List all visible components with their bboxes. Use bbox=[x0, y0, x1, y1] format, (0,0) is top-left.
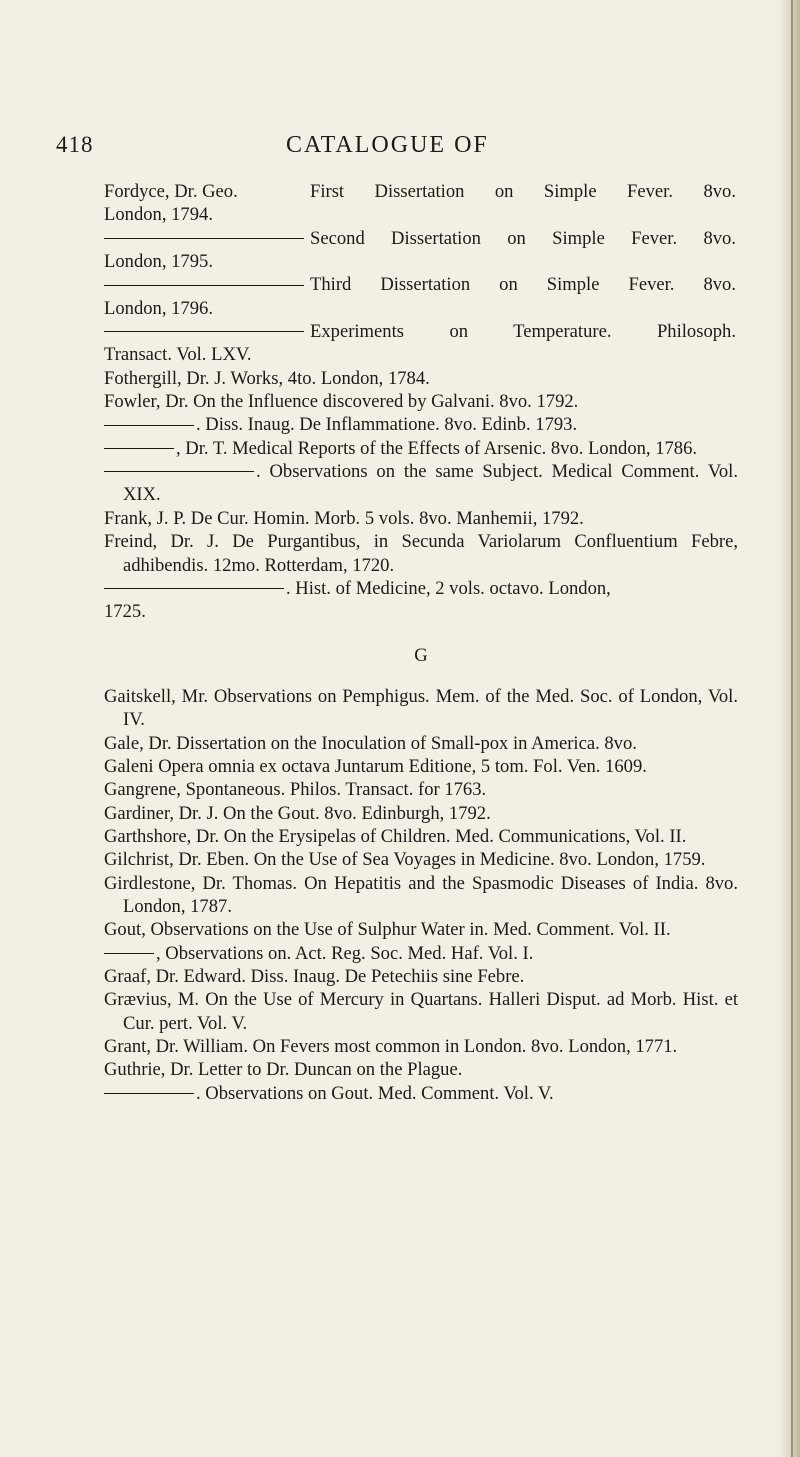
ditto-dash bbox=[104, 1093, 194, 1094]
catalogue-entry bbox=[104, 413, 738, 436]
entry-text: . Observations on Gout. Med. Comment. Vol. V. bbox=[196, 1082, 554, 1104]
page-number: 418 bbox=[56, 132, 94, 157]
ditto-dash bbox=[104, 588, 284, 589]
catalogue-entry bbox=[104, 273, 738, 320]
entry-title: First Dissertation on Simple Fever. 8vo. bbox=[310, 181, 736, 202]
catalogue-entry: Guthrie, Dr. Letter to Dr. Duncan on the Plague. bbox=[104, 1059, 463, 1081]
catalogue-entry: 1725. bbox=[104, 601, 146, 623]
catalogue-entry: Grævius, M. On the Use of Mercury in Quartans. Halleri Disput. ad Morb. Hist. et Cur. pert. Vol. V. bbox=[104, 989, 738, 1034]
catalogue-entry: Gangrene, Spontaneous. Philos. Transact. for 1763. bbox=[104, 779, 487, 801]
section-letter: G bbox=[414, 644, 428, 666]
catalogue-entry bbox=[104, 460, 738, 507]
entry-author: Fordyce, Dr. Geo. bbox=[104, 181, 238, 202]
entry-place: Transact. Vol. LXV. bbox=[104, 344, 252, 366]
running-title: CATALOGUE OF bbox=[286, 132, 489, 158]
catalogue-entry: Frank, J. P. De Cur. Homin. Morb. 5 vols. 8vo. Manhemii, 1792. bbox=[104, 507, 584, 529]
ditto-dash bbox=[104, 425, 194, 426]
catalogue-entry bbox=[104, 1082, 738, 1105]
catalogue-entry bbox=[104, 180, 738, 227]
ditto-dash bbox=[104, 273, 310, 296]
catalogue-entry: Gilchrist, Dr. Eben. On the Use of Sea Voyages in Medicine. 8vo. London, 1759. bbox=[104, 849, 706, 871]
catalogue-body bbox=[104, 180, 738, 1105]
catalogue-entry bbox=[104, 577, 738, 600]
catalogue-entry: Freind, Dr. J. De Purgantibus, in Secunda Variolarum Confluentium Febre, adhibendis. 12mo. Rotterdam, 1720. bbox=[104, 531, 738, 576]
ditto-dash bbox=[104, 471, 254, 472]
catalogue-entry: Galeni Opera omnia ex octava Juntarum Editione, 5 tom. Fol. Ven. 1609. bbox=[104, 755, 647, 777]
page-edge-line bbox=[791, 0, 793, 1457]
entry-place: London, 1794. bbox=[104, 204, 213, 226]
catalogue-entry: Gale, Dr. Dissertation on the Inoculation of Small-pox in America. 8vo. bbox=[104, 732, 637, 754]
entry-place: London, 1796. bbox=[104, 297, 213, 319]
page-header bbox=[56, 128, 746, 168]
catalogue-entry: Gout, Observations on the Use of Sulphur Water in. Med. Comment. Vol. II. bbox=[104, 919, 671, 941]
catalogue-entry: Gaitskell, Mr. Observations on Pemphigus. Mem. of the Med. Soc. of London, Vol. IV. bbox=[104, 685, 738, 731]
entry-text: . Observations on the same Subject. Medical Comment. Vol. XIX. bbox=[123, 461, 738, 506]
catalogue-entry bbox=[104, 320, 738, 367]
entry-title: Second Dissertation on Simple Fever. 8vo. bbox=[310, 227, 736, 249]
catalogue-entry bbox=[104, 227, 738, 274]
ditto-dash bbox=[104, 227, 310, 250]
catalogue-entry: Fowler, Dr. On the Influence discovered by Galvani. 8vo. 1792. bbox=[104, 391, 579, 413]
ditto-dash bbox=[104, 953, 154, 954]
ditto-dash bbox=[104, 448, 174, 449]
catalogue-entry: Graaf, Dr. Edward. Diss. Inaug. De Petechiis sine Febre. bbox=[104, 966, 525, 987]
catalogue-entry bbox=[104, 942, 738, 965]
catalogue-entry: Gardiner, Dr. J. On the Gout. 8vo. Edinburgh, 1792. bbox=[104, 802, 491, 824]
catalogue-entry: Girdlestone, Dr. Thomas. On Hepatitis and the Spasmodic Diseases of India. 8vo. London, 1787. bbox=[104, 872, 738, 917]
page-edge bbox=[778, 0, 800, 1457]
ditto-dash bbox=[104, 320, 310, 343]
entry-title: Third Dissertation on Simple Fever. 8vo. bbox=[310, 274, 736, 296]
catalogue-entry: Grant, Dr. William. On Fevers most common in London. 8vo. London, 1771. bbox=[104, 1036, 678, 1058]
catalogue-entry: Fothergill, Dr. J. Works, 4to. London, 1784. bbox=[104, 367, 430, 389]
entry-place: London, 1795. bbox=[104, 251, 213, 273]
entry-text: , Observations on. Act. Reg. Soc. Med. Haf. Vol. I. bbox=[156, 942, 534, 964]
entry-text: . Hist. of Medicine, 2 vols. octavo. London, bbox=[286, 577, 611, 599]
entry-text: , Dr. T. Medical Reports of the Effects of Arsenic. 8vo. London, 1786. bbox=[176, 437, 698, 459]
catalogue-entry: Garthshore, Dr. On the Erysipelas of Children. Med. Communications, Vol. II. bbox=[104, 825, 687, 847]
catalogue-entry bbox=[104, 437, 738, 460]
entry-text: . Diss. Inaug. De Inflammatione. 8vo. Edinb. 1793. bbox=[196, 414, 578, 436]
entry-title: Experiments on Temperature. Philosoph. bbox=[310, 321, 736, 343]
